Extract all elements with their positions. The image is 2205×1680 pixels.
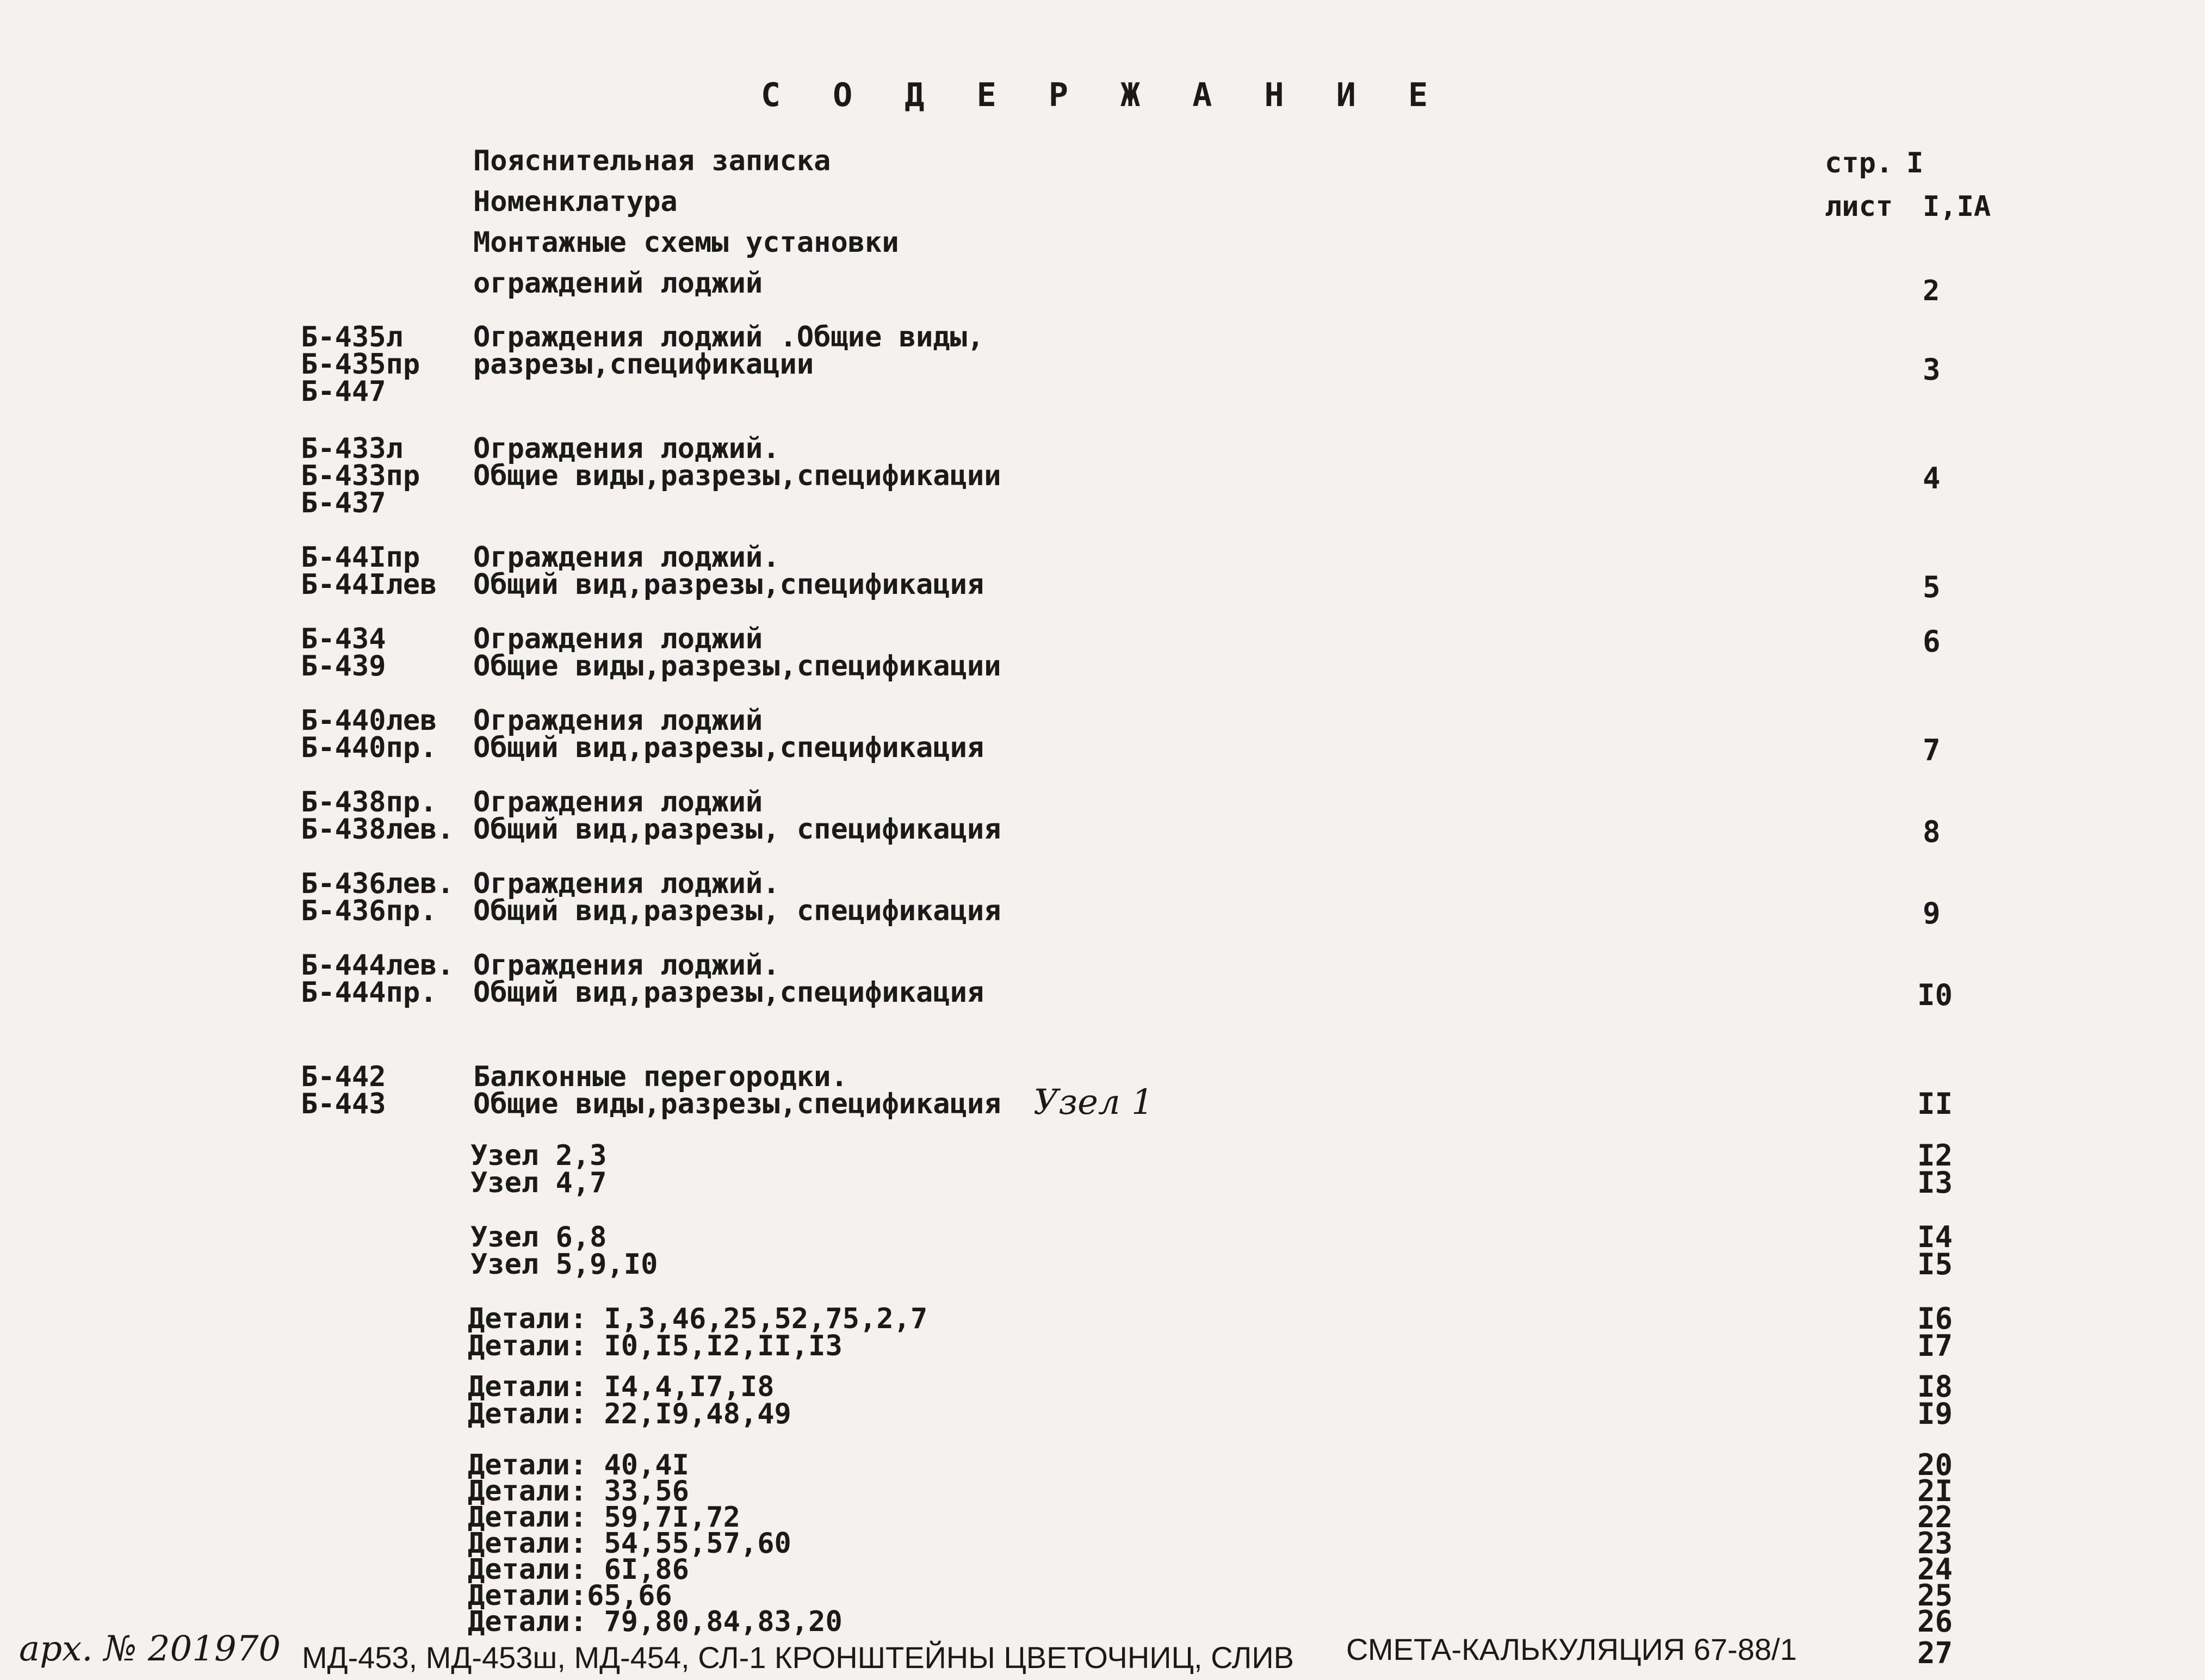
entry-codes: Б-433л Б-433пр Б-437 — [301, 432, 420, 519]
header-line-4: ограждений лоджий — [473, 267, 763, 300]
header-ref-label-2: лист — [1825, 190, 1893, 223]
entry-description: Ограждения лоджий. Общий вид,разрезы,спецификация — [473, 541, 984, 601]
header-line-1: Пояснительная записка — [473, 145, 831, 177]
entry-codes: Б-440лев Б-440пр. — [301, 704, 437, 764]
detail-pages: I8 I9 — [1917, 1369, 1953, 1431]
entry-codes: Б-438пр. Б-438лев. — [301, 786, 454, 846]
footer-page: 27 — [1917, 1636, 1953, 1670]
entry-page: 6 — [1923, 624, 1941, 659]
entry-description: Ограждения лоджий Общие виды,разрезы,спецификации — [473, 623, 1001, 683]
node-pages: I4 I5 — [1917, 1220, 1953, 1281]
entry-page: 5 — [1923, 570, 1941, 604]
entry-description: Ограждения лоджий. Общие виды,разрезы,спецификации — [473, 432, 1001, 492]
header-line-3: Монтажные схемы установки — [473, 226, 899, 259]
archive-number: арх. № 201970 — [19, 1629, 281, 1669]
detail-list: Детали: I,3,46,25,52,75,2,7 Детали: I0,I5,I2,II,I3 — [468, 1303, 928, 1362]
header-ref-4: 2 — [1923, 275, 1940, 307]
entry-page: 9 — [1923, 896, 1941, 931]
handwritten-node-note: Узел 1 — [1033, 1082, 1154, 1123]
detail-list: Детали: I4,4,I7,I8 Детали: 22,I9,48,49 — [468, 1371, 791, 1430]
detail-pages: 20 2I 22 23 24 25 26 — [1917, 1448, 1953, 1639]
entry-description: Ограждения лоджий Общий вид,разрезы, спецификация — [473, 786, 1001, 846]
node-pages: I2 I3 — [1917, 1138, 1953, 1200]
entry-page: 8 — [1923, 815, 1941, 849]
entry-description: Балконные перегородки. Общие виды,разрезы,спецификация — [473, 1061, 1001, 1120]
estimate-label: СМЕТА-КАЛЬКУЛЯЦИЯ 67-88/1 — [1346, 1632, 1797, 1666]
entry-codes: Б-44Iпр Б-44Iлев — [301, 541, 437, 601]
header-ref-2: I,IA — [1923, 190, 1991, 223]
header-ref-label-1: стр. — [1825, 147, 1893, 179]
entry-codes: Б-434 Б-439 — [301, 623, 386, 683]
entry-description: Ограждения лоджий. Общий вид,разрезы,спецификация — [473, 949, 984, 1009]
node-list: Узел 6,8 Узел 5,9,I0 — [470, 1221, 658, 1281]
entry-codes: Б-435л Б-435пр Б-447 — [301, 321, 420, 408]
header-line-2: Номенклатура — [473, 185, 678, 218]
entry-page: II — [1917, 1087, 1953, 1121]
detail-list: Детали: 40,4I Детали: 33,56 Детали: 59,7I,72 Детали: 54,55,57,60 Детали: 6I,86 Детали:65,66 Детали: 79,80,84,83,20 — [468, 1449, 843, 1638]
entry-codes: Б-436лев. Б-436пр. — [301, 867, 454, 927]
node-list: Узел 2,3 Узел 4,7 — [470, 1139, 607, 1199]
header-ref-1: I — [1906, 147, 1924, 179]
detail-pages: I6 I7 — [1917, 1301, 1953, 1363]
entry-description: Ограждения лоджий Общий вид,разрезы,спецификация — [473, 704, 984, 764]
page-title: С О Д Е Р Ж А Н И Е — [760, 76, 1445, 114]
entry-page: 4 — [1923, 461, 1941, 495]
entry-description: Ограждения лоджий .Общие виды, разрезы,спецификации — [473, 321, 984, 381]
entry-page: I0 — [1917, 978, 1953, 1012]
entry-codes: Б-444лев. Б-444пр. — [301, 949, 454, 1009]
entry-codes: Б-442 Б-443 — [301, 1061, 386, 1120]
entry-page: 7 — [1923, 733, 1941, 767]
entry-page: 3 — [1923, 352, 1941, 387]
entry-description: Ограждения лоджий. Общий вид,разрезы, спецификация — [473, 867, 1001, 927]
footer-list-line: МД-453, МД-453ш, МД-454, СЛ-1 КРОНШТЕЙНЫ ЦВЕТОЧНИЦ, СЛИВ — [302, 1640, 1294, 1675]
